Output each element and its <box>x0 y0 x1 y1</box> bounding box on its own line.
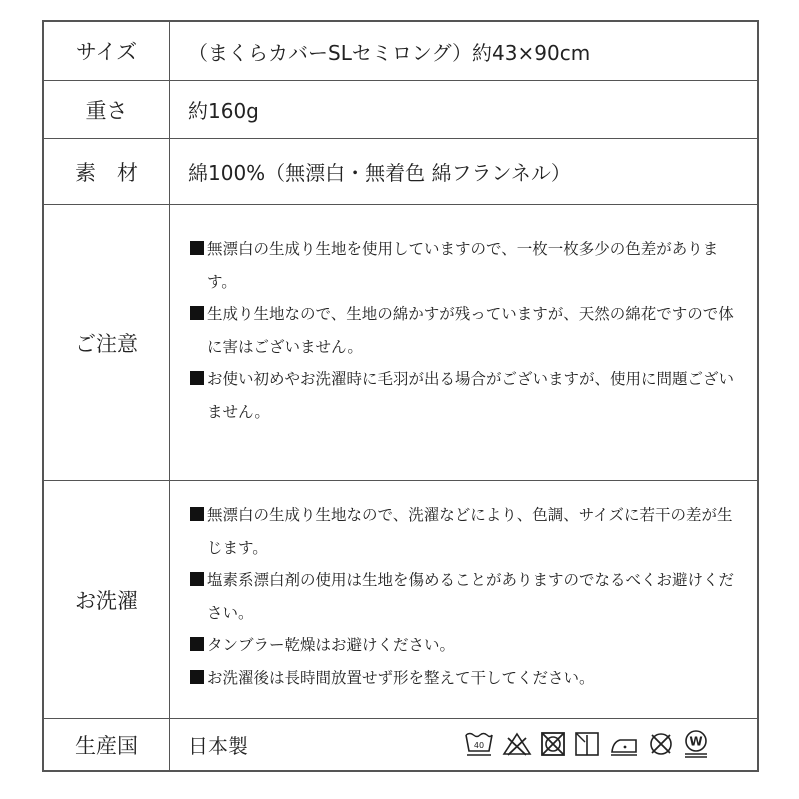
washing-note-text: 塩素系漂白剤の使用は生地を傷めることがありますのでなるべくお避けください。 <box>207 571 735 622</box>
material-row <box>44 138 757 204</box>
wash-40-tub-icon <box>464 731 494 757</box>
washing-note <box>190 499 745 564</box>
square-bullet-icon <box>190 241 204 255</box>
caution-note-text: お使い初めやお洗濯時に毛羽が出る場合がございますが、使用に問題ございません。 <box>207 370 735 421</box>
washing-label: お洗濯 <box>44 481 170 718</box>
caution-note <box>190 233 745 298</box>
iron-low-icon <box>608 731 640 757</box>
weight-label: 重さ <box>44 81 170 138</box>
size-row <box>44 22 757 80</box>
weight-row <box>44 80 757 138</box>
caution-note-text: 無漂白の生成り生地を使用していますので、一枚一枚多少の色差があります。 <box>207 240 719 291</box>
square-bullet-icon <box>190 306 204 320</box>
washing-row <box>44 480 757 718</box>
caution-notes <box>190 233 745 428</box>
origin-row <box>44 718 757 770</box>
washing-note <box>190 629 745 662</box>
washing-note <box>190 564 745 629</box>
square-bullet-icon <box>190 572 204 586</box>
caution-note-text: 生成り生地なので、生地の綿かすが残っていますが、天然の綿花ですので体に害はございません。 <box>207 305 734 356</box>
no-tumble-dry-icon <box>540 731 566 757</box>
weight-value: 約160g <box>188 99 259 123</box>
washing-note-text: お洗濯後は長時間放置せず形を整えて干してください。 <box>207 668 595 687</box>
square-bullet-icon <box>190 507 204 521</box>
no-bleach-icon <box>502 731 532 757</box>
wet-clean-text: W <box>689 734 703 749</box>
washing-note-text: 無漂白の生成り生地なので、洗濯などにより、色調、サイズに若干の差が生じます。 <box>207 506 733 557</box>
origin-label: 生産国 <box>44 719 170 770</box>
origin-value: 日本製 <box>188 734 248 758</box>
material-label: 素 材 <box>44 139 170 204</box>
wet-clean-icon <box>682 729 710 759</box>
washing-notes <box>190 499 745 694</box>
caution-note <box>190 298 745 363</box>
square-bullet-icon <box>190 637 204 651</box>
washing-note <box>190 662 745 695</box>
size-label: サイズ <box>44 22 170 80</box>
spec-table <box>42 20 759 772</box>
washing-note-text: タンブラー乾燥はお避けください。 <box>207 636 456 654</box>
caution-label: ご注意 <box>44 205 170 480</box>
material-value: 綿100%（無漂白・無着色 綿フランネル） <box>188 161 571 185</box>
caution-note <box>190 363 745 428</box>
square-bullet-icon <box>190 371 204 385</box>
square-bullet-icon <box>190 670 204 684</box>
caution-row <box>44 204 757 480</box>
wash-temp-text: 40 <box>473 741 485 750</box>
line-dry-shade-icon <box>574 731 600 757</box>
no-dry-clean-icon <box>648 731 674 757</box>
care-icons <box>464 727 710 761</box>
size-value: （まくらカバーSLセミロング）約43×90cm <box>188 40 591 65</box>
